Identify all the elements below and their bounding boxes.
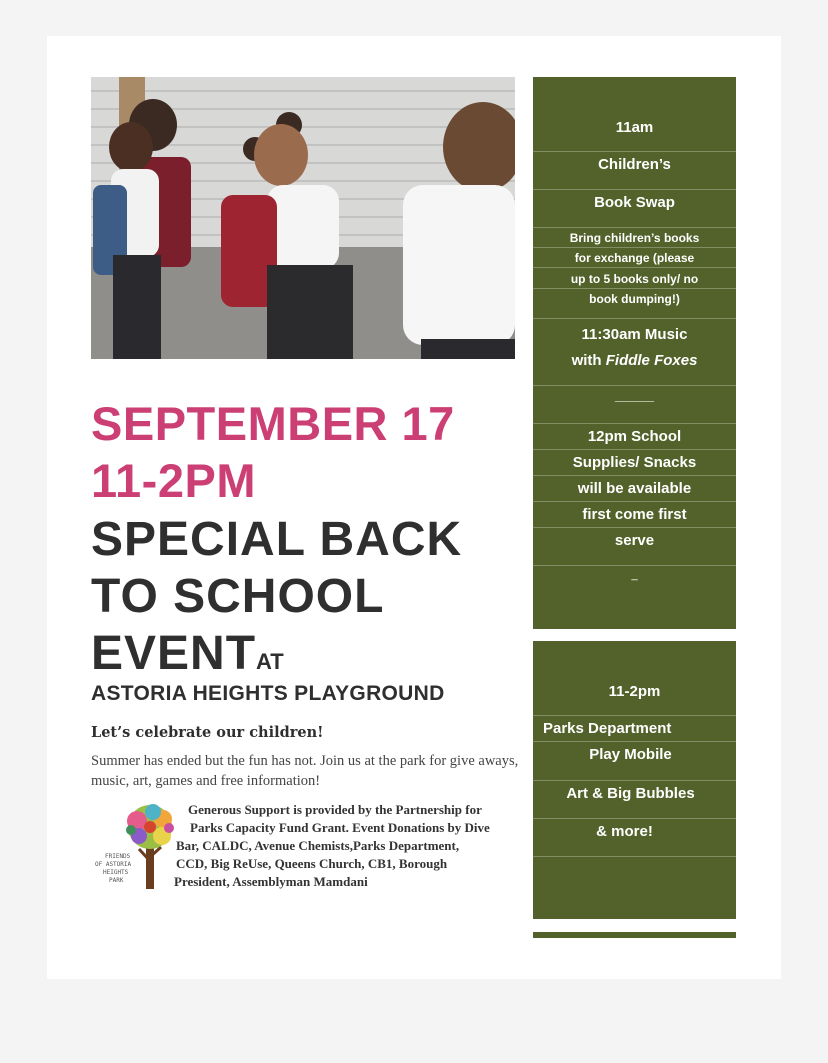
supplies-line-2: Supplies/ Snacks <box>572 454 697 471</box>
book-swap-note-1: Bring children’s books <box>569 231 700 245</box>
event-date: SEPTEMBER 17 <box>91 397 455 450</box>
afternoon-line-2: Play Mobile <box>589 746 672 763</box>
celebrate-heading: Let’s celebrate our children! <box>91 724 324 741</box>
logo-text-3: HEIGHTS <box>103 869 129 876</box>
supplies-line-3: will be available <box>577 480 692 497</box>
afternoon-line-4: & more! <box>596 823 653 840</box>
logo-text-2: OF ASTORIA <box>95 861 132 868</box>
support-line-4: CCD, Big ReUse, Queens Church, CB1, Borough <box>176 856 448 871</box>
book-swap-note-2: for exchange (please <box>574 251 695 265</box>
supplies-line-1: 12pm School <box>587 428 682 445</box>
panel-divider: _____ <box>615 387 654 403</box>
support-line-2: Parks Capacity Fund Grant. Event Donations by Dive <box>190 820 490 835</box>
book-swap-time: 11am <box>615 119 654 136</box>
schedule-panel-morning <box>533 77 736 629</box>
book-swap-title-1: Children’s <box>598 156 671 173</box>
support-line-3: Bar, CALDC, Avenue Chemists,Parks Department, <box>176 838 460 853</box>
event-title-line-1: SPECIAL BACK <box>91 513 463 566</box>
event-title-word: EVENT <box>91 627 257 680</box>
logo-text-4: PARK <box>109 877 124 884</box>
event-title-at: AT <box>256 649 284 674</box>
support-line-5: President, Assemblyman Mamdani <box>174 874 368 889</box>
support-line-1: Generous Support is provided by the Partnership for <box>188 802 482 817</box>
music-with: with <box>571 352 606 369</box>
panel-bottom-strip <box>533 932 736 938</box>
afternoon-line-3: Art & Big Bubbles <box>566 785 695 802</box>
music-band: Fiddle Foxes <box>605 352 698 369</box>
music-line-2 <box>533 352 736 369</box>
event-title-line-2: TO SCHOOL <box>91 570 385 623</box>
friends-of-astoria-heights-park-logo <box>93 803 183 893</box>
book-swap-title-2: Book Swap <box>594 194 675 211</box>
supplies-line-4: first come first <box>582 506 687 523</box>
afternoon-line-1: Parks Department <box>543 720 672 737</box>
schedule-panel-afternoon <box>533 641 736 919</box>
event-description: Summer has ended but the fun has not. Join us at the park for give aways, music, art, games and free information! <box>91 753 519 789</box>
book-swap-note-4: book dumping!) <box>589 292 680 306</box>
book-swap-note-3: up to 5 books only/ no <box>570 272 699 286</box>
children-photo <box>91 77 515 359</box>
panel-dash: _ <box>631 569 638 581</box>
event-title-line-3 <box>91 626 284 681</box>
supplies-line-5: serve <box>614 532 655 549</box>
afternoon-time: 11-2pm <box>608 683 661 700</box>
event-venue: ASTORIA HEIGHTS PLAYGROUND <box>91 682 445 705</box>
event-time: 11-2PM <box>91 454 256 507</box>
music-line-1: 11:30am Music <box>581 326 688 343</box>
logo-text-1: FRIENDS <box>105 853 131 860</box>
